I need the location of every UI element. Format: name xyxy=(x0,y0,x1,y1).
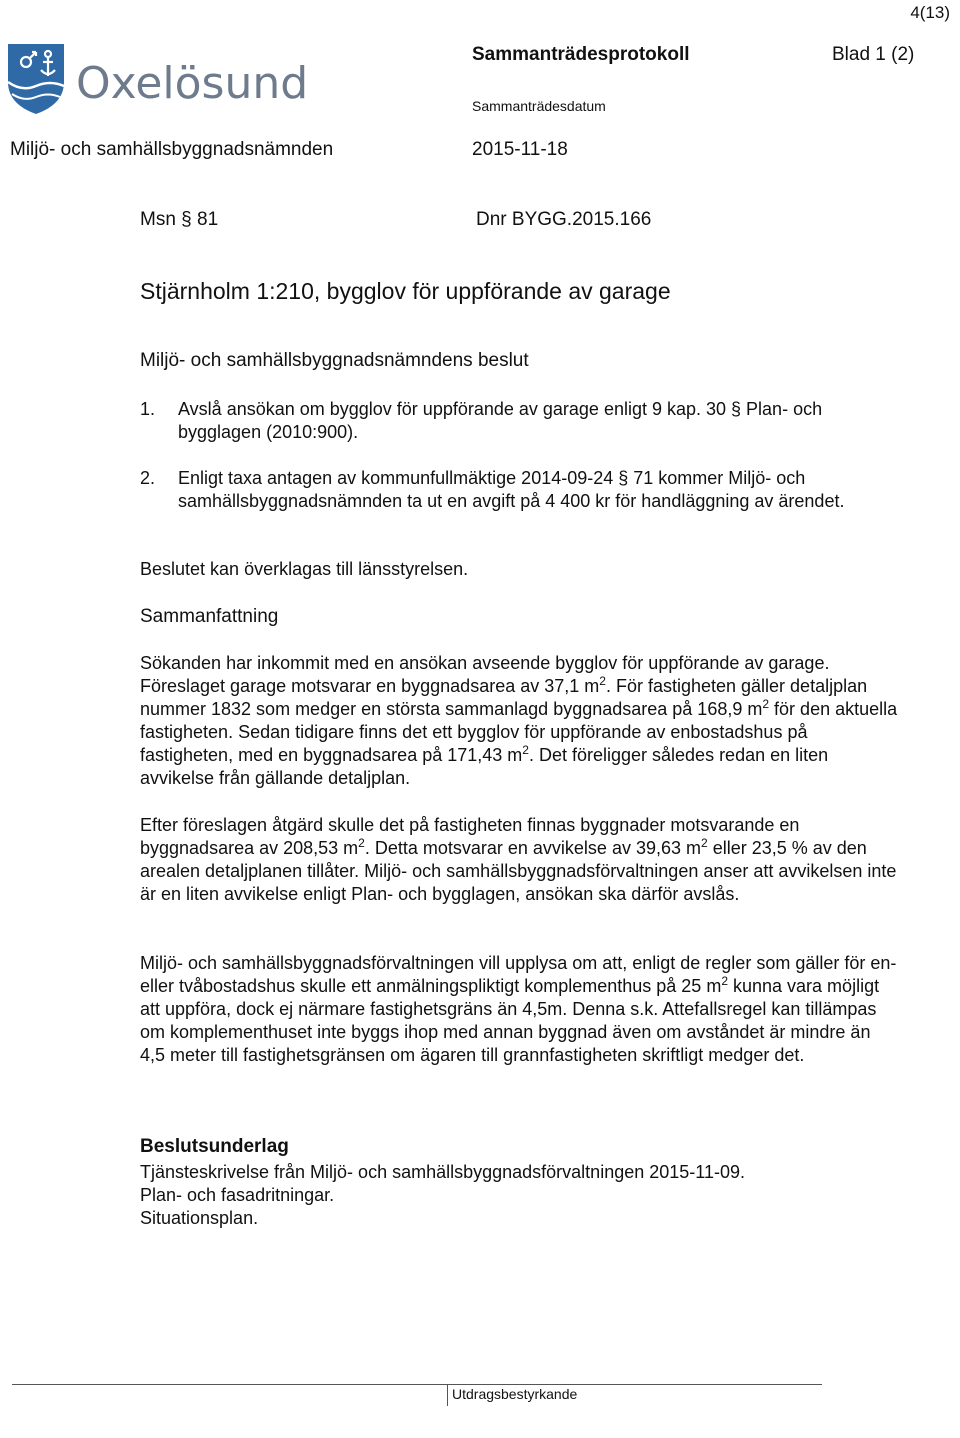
decision-item-number: 2. xyxy=(140,468,156,488)
text-run: . Detta motsvarar en avvikelse av 39,63 m xyxy=(364,838,701,858)
text-run: . Det föreligger således redan en liten avvikelse från gällande detaljplan. xyxy=(140,745,829,788)
text-run: Sökanden har inkommit med en ansökan avseende bygglov för uppförande av garage. Föreslaget garage motsvarar en byggnadsarea av 37,1 m xyxy=(140,653,830,696)
committee-name: Miljö- och samhällsbyggnadsnämnden xyxy=(10,139,334,160)
decision-item xyxy=(140,467,900,513)
footer-divider xyxy=(12,1384,822,1385)
oxelosund-shield-icon xyxy=(6,42,321,116)
text-run: Efter föreslagen åtgärd skulle det på fastigheten finnas byggnader motsvarande en byggnadsarea av 208,53 m xyxy=(140,815,800,858)
decision-item-text: Avslå ansökan om bygglov för uppförande av garage enligt 9 kap. 30 § Plan- och bygglagen (2010:900). xyxy=(178,399,823,442)
superscript: 2 xyxy=(522,743,529,757)
case-number: Dnr BYGG.2015.166 xyxy=(476,209,652,230)
sheet-number: Blad 1 (2) xyxy=(832,44,915,65)
appeal-notice: Beslutet kan överklagas till länsstyrelsen. xyxy=(140,559,469,579)
decision-item-number: 1. xyxy=(140,399,156,419)
meeting-date: 2015-11-18 xyxy=(472,139,568,160)
superscript: 2 xyxy=(701,836,708,850)
superscript: 2 xyxy=(762,697,770,711)
paragraph-number: Msn § 81 xyxy=(140,209,219,230)
basis-title: Beslutsunderlag xyxy=(140,1136,289,1157)
summary-paragraph-1 xyxy=(140,652,900,790)
case-heading: Stjärnholm 1:210, bygglov för uppförande av garage xyxy=(140,278,671,304)
text-run: kunna vara möjligt att uppföra, dock ej närmare fastighetsgräns än 4,5m. Denna s.k. Attefallsregel kan tillämpas om komplementhuset inte byggs ihop med annan byggnad även om avståndet är mindre än 4,5 meter till fastighetsgränsen om ägaren till grannfastigheten skriftligt medger det. xyxy=(140,976,880,1065)
basis-list xyxy=(140,1161,745,1230)
superscript: 2 xyxy=(358,836,365,850)
meeting-date-label: Sammanträdesdatum xyxy=(472,98,606,114)
superscript: 2 xyxy=(599,674,606,688)
decision-list xyxy=(140,398,900,536)
summary-paragraph-2 xyxy=(140,814,900,906)
summary-paragraph-3 xyxy=(140,952,900,1067)
footer-separator xyxy=(447,1384,448,1406)
decision-item xyxy=(140,398,900,444)
basis-item: Plan- och fasadritningar. xyxy=(140,1185,335,1205)
logo-text: Oxelösund xyxy=(76,58,309,109)
text-run: . För fastigheten gäller detaljplan nummer 1832 som medger en största sammanlagd byggnadsarea på 168,9 m xyxy=(140,676,868,719)
text-run: för den aktuella fastigheten. Sedan tidigare finns det ett bygglov för uppförande av enbostadshus på fastigheten, med en byggnadsarea på 171,43 m xyxy=(140,699,898,765)
summary-title: Sammanfattning xyxy=(140,606,279,627)
protocol-title: Sammanträdesprotokoll xyxy=(472,44,690,65)
superscript: 2 xyxy=(721,974,728,988)
text-run: Miljö- och samhällsbyggnadsförvaltningen vill upplysa om att, enligt de regler som gäller för en- eller tvåbostadshus skulle ett anmälningspliktigt komplementhus på 25 m xyxy=(140,953,897,996)
basis-item: Situationsplan. xyxy=(140,1208,259,1228)
decision-item-text: Enligt taxa antagen av kommunfullmäktige 2014-09-24 § 71 kommer Miljö- och samhällsbyggnadsnämnden ta ut en avgift på 4 400 kr för handläggning av ärendet. xyxy=(178,468,845,511)
decision-title: Miljö- och samhällsbyggnadsnämndens beslut xyxy=(140,350,529,371)
municipality-logo xyxy=(6,42,321,116)
basis-item: Tjänsteskrivelse från Miljö- och samhällsbyggnadsförvaltningen 2015-11-09. xyxy=(140,1162,745,1182)
page-number: 4(13) xyxy=(910,3,950,22)
certification-label: Utdragsbestyrkande xyxy=(452,1386,578,1402)
text-run: eller 23,5 % av den arealen detaljplanen tillåter. Miljö- och samhällsbyggnadsförvaltningen anser att avvikelsen inte är en liten avvikelse enligt Plan- och bygglagen, ansökan ska därför avslås. xyxy=(140,838,897,904)
